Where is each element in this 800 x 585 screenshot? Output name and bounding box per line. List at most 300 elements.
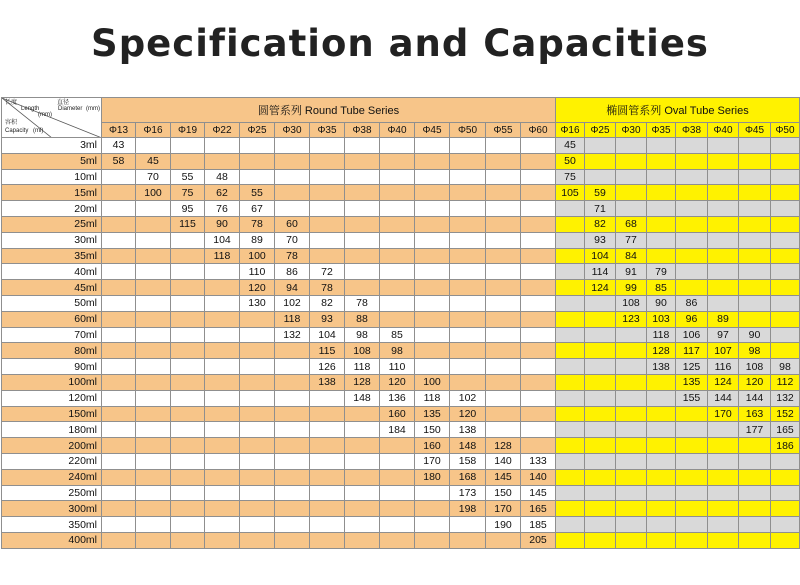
round-length-cell — [275, 138, 310, 154]
round-length-cell — [486, 406, 521, 422]
oval-length-cell — [616, 374, 647, 390]
round-length-cell — [486, 343, 521, 359]
oval-length-cell — [771, 248, 800, 264]
oval-length-cell: 123 — [616, 311, 647, 327]
round-length-cell — [240, 153, 275, 169]
round-length-cell — [240, 469, 275, 485]
oval-length-cell: 124 — [708, 374, 739, 390]
oval-length-cell — [585, 532, 616, 548]
oval-length-cell — [647, 374, 676, 390]
round-length-cell — [380, 201, 415, 217]
capacity-label: 250ml — [2, 485, 102, 501]
round-length-cell — [310, 201, 345, 217]
round-length-cell — [450, 295, 486, 311]
oval-length-cell — [585, 406, 616, 422]
round-length-cell — [310, 422, 345, 438]
round-length-cell — [136, 138, 171, 154]
round-length-cell — [240, 327, 275, 343]
capacity-label: 350ml — [2, 517, 102, 533]
oval-length-cell: 104 — [585, 248, 616, 264]
round-length-cell: 126 — [310, 359, 345, 375]
oval-length-cell: 90 — [739, 327, 771, 343]
oval-length-cell — [708, 169, 739, 185]
round-length-cell — [486, 532, 521, 548]
round-length-cell — [380, 280, 415, 296]
oval-length-cell — [616, 517, 647, 533]
round-length-cell — [171, 232, 205, 248]
round-length-cell — [102, 453, 136, 469]
oval-length-cell — [771, 201, 800, 217]
round-length-cell: 89 — [240, 232, 275, 248]
oval-length-cell — [708, 469, 739, 485]
round-length-cell — [240, 359, 275, 375]
round-length-cell — [205, 374, 240, 390]
oval-length-cell — [708, 453, 739, 469]
oval-length-cell — [771, 501, 800, 517]
round-length-cell — [205, 280, 240, 296]
oval-length-cell — [771, 216, 800, 232]
round-length-cell: 115 — [310, 343, 345, 359]
round-length-cell — [521, 138, 556, 154]
round-length-cell — [345, 501, 380, 517]
capacity-label: 120ml — [2, 390, 102, 406]
round-length-cell: 82 — [310, 295, 345, 311]
oval-length-cell — [708, 532, 739, 548]
oval-length-cell — [556, 422, 585, 438]
round-length-cell: 118 — [205, 248, 240, 264]
round-length-cell — [521, 232, 556, 248]
round-length-cell: 130 — [240, 295, 275, 311]
oval-diameter-header: Φ16 — [556, 123, 585, 138]
round-length-cell — [345, 216, 380, 232]
round-length-cell — [275, 185, 310, 201]
round-length-cell — [521, 185, 556, 201]
round-length-cell — [275, 359, 310, 375]
round-length-cell — [310, 153, 345, 169]
round-length-cell: 148 — [450, 438, 486, 454]
round-length-cell: 160 — [380, 406, 415, 422]
oval-length-cell — [771, 343, 800, 359]
table-row — [2, 390, 800, 406]
oval-length-cell: 82 — [585, 216, 616, 232]
round-length-cell — [345, 517, 380, 533]
oval-length-cell — [771, 153, 800, 169]
round-length-cell — [136, 311, 171, 327]
oval-length-cell — [739, 485, 771, 501]
round-length-cell — [450, 532, 486, 548]
page-title: Specification and Capacities — [91, 22, 709, 65]
round-length-cell: 115 — [171, 216, 205, 232]
round-diameter-header: Φ55 — [486, 123, 521, 138]
oval-length-cell — [647, 532, 676, 548]
round-diameter-header: Φ35 — [310, 123, 345, 138]
round-length-cell — [415, 169, 450, 185]
table-row — [2, 248, 800, 264]
oval-length-cell: 68 — [616, 216, 647, 232]
round-length-cell — [380, 169, 415, 185]
round-length-cell — [345, 185, 380, 201]
oval-length-cell — [676, 138, 708, 154]
oval-length-cell: 106 — [676, 327, 708, 343]
round-length-cell — [345, 438, 380, 454]
round-length-cell — [415, 295, 450, 311]
oval-length-cell: 59 — [585, 185, 616, 201]
oval-length-cell: 90 — [647, 295, 676, 311]
round-length-cell — [171, 153, 205, 169]
round-length-cell: 160 — [415, 438, 450, 454]
round-length-cell — [102, 264, 136, 280]
oval-length-cell: 163 — [739, 406, 771, 422]
round-length-cell — [380, 153, 415, 169]
round-length-cell — [136, 390, 171, 406]
round-length-cell — [205, 469, 240, 485]
oval-length-cell — [585, 453, 616, 469]
oval-length-cell — [647, 406, 676, 422]
oval-length-cell — [556, 311, 585, 327]
round-length-cell — [486, 422, 521, 438]
oval-series-header: 椭圆管系列 Oval Tube Series — [556, 98, 800, 123]
round-length-cell: 100 — [415, 374, 450, 390]
oval-length-cell — [771, 295, 800, 311]
round-length-cell — [415, 359, 450, 375]
round-length-cell: 170 — [415, 453, 450, 469]
oval-length-cell — [585, 422, 616, 438]
oval-length-cell — [556, 453, 585, 469]
round-length-cell — [275, 406, 310, 422]
capacity-label: 150ml — [2, 406, 102, 422]
round-length-cell: 88 — [345, 311, 380, 327]
round-length-cell — [171, 485, 205, 501]
round-diameter-header: Φ30 — [275, 123, 310, 138]
round-length-cell — [345, 138, 380, 154]
round-length-cell — [486, 138, 521, 154]
round-length-cell: 60 — [275, 216, 310, 232]
table-row — [2, 469, 800, 485]
round-length-cell — [521, 422, 556, 438]
round-length-cell: 118 — [415, 390, 450, 406]
round-length-cell — [275, 343, 310, 359]
round-length-cell: 120 — [380, 374, 415, 390]
round-length-cell — [136, 406, 171, 422]
oval-length-cell — [739, 501, 771, 517]
round-length-cell: 62 — [205, 185, 240, 201]
round-length-cell: 128 — [486, 438, 521, 454]
round-length-cell — [240, 374, 275, 390]
oval-length-cell: 96 — [676, 311, 708, 327]
round-length-cell — [415, 311, 450, 327]
round-length-cell — [136, 422, 171, 438]
capacity-label: 3ml — [2, 138, 102, 154]
round-length-cell — [102, 169, 136, 185]
oval-length-cell: 124 — [585, 280, 616, 296]
oval-length-cell — [585, 138, 616, 154]
round-length-cell — [102, 406, 136, 422]
round-length-cell: 145 — [521, 485, 556, 501]
round-length-cell — [171, 138, 205, 154]
table-row — [2, 422, 800, 438]
round-length-cell — [345, 453, 380, 469]
oval-length-cell — [771, 264, 800, 280]
oval-length-cell: 170 — [708, 406, 739, 422]
oval-length-cell — [739, 517, 771, 533]
oval-length-cell — [616, 469, 647, 485]
round-length-cell — [136, 485, 171, 501]
oval-length-cell — [676, 406, 708, 422]
oval-length-cell: 177 — [739, 422, 771, 438]
oval-length-cell — [708, 216, 739, 232]
capacity-label: 5ml — [2, 153, 102, 169]
round-length-cell: 48 — [205, 169, 240, 185]
table-row — [2, 264, 800, 280]
round-length-cell — [240, 532, 275, 548]
oval-length-cell — [556, 406, 585, 422]
round-length-cell — [345, 422, 380, 438]
round-length-cell — [240, 453, 275, 469]
oval-length-cell — [676, 453, 708, 469]
round-length-cell — [380, 216, 415, 232]
round-length-cell: 120 — [240, 280, 275, 296]
round-length-cell — [521, 295, 556, 311]
oval-length-cell — [676, 248, 708, 264]
round-length-cell: 90 — [205, 216, 240, 232]
oval-length-cell — [616, 422, 647, 438]
oval-length-cell — [676, 469, 708, 485]
corner-length-unit: (mm) — [38, 112, 52, 118]
oval-diameter-header: Φ40 — [708, 123, 739, 138]
oval-length-cell — [556, 232, 585, 248]
round-length-cell — [486, 280, 521, 296]
oval-length-cell — [616, 185, 647, 201]
table-row — [2, 343, 800, 359]
oval-length-cell — [708, 438, 739, 454]
series-header-row — [2, 98, 800, 123]
round-length-cell — [345, 232, 380, 248]
table-row — [2, 185, 800, 201]
round-length-cell — [240, 311, 275, 327]
round-diameter-header: Φ13 — [102, 123, 136, 138]
round-length-cell — [205, 453, 240, 469]
oval-length-cell — [556, 469, 585, 485]
round-length-cell — [310, 438, 345, 454]
round-length-cell — [171, 343, 205, 359]
oval-diameter-header: Φ38 — [676, 123, 708, 138]
round-length-cell — [450, 264, 486, 280]
oval-length-cell: 85 — [647, 280, 676, 296]
round-length-cell: 95 — [171, 201, 205, 217]
round-length-cell — [345, 169, 380, 185]
round-length-cell: 150 — [415, 422, 450, 438]
round-length-cell: 98 — [380, 343, 415, 359]
round-length-cell — [136, 532, 171, 548]
table-row — [2, 327, 800, 343]
round-length-cell — [415, 532, 450, 548]
round-length-cell — [171, 438, 205, 454]
oval-length-cell — [647, 469, 676, 485]
oval-length-cell — [556, 532, 585, 548]
oval-length-cell — [585, 295, 616, 311]
round-length-cell — [415, 216, 450, 232]
oval-diameter-header: Φ25 — [585, 123, 616, 138]
round-length-cell — [171, 374, 205, 390]
round-length-cell: 110 — [240, 264, 275, 280]
round-length-cell — [102, 201, 136, 217]
table-row — [2, 359, 800, 375]
round-length-cell: 70 — [136, 169, 171, 185]
oval-length-cell — [676, 422, 708, 438]
oval-length-cell — [647, 201, 676, 217]
round-length-cell: 133 — [521, 453, 556, 469]
oval-length-cell — [739, 453, 771, 469]
table-row — [2, 406, 800, 422]
round-length-cell — [450, 327, 486, 343]
round-length-cell — [136, 517, 171, 533]
round-length-cell: 104 — [310, 327, 345, 343]
round-length-cell: 168 — [450, 469, 486, 485]
capacity-label: 180ml — [2, 422, 102, 438]
oval-length-cell — [739, 295, 771, 311]
round-length-cell — [521, 359, 556, 375]
oval-length-cell — [647, 138, 676, 154]
table-row — [2, 438, 800, 454]
round-length-cell — [171, 248, 205, 264]
round-length-cell — [486, 169, 521, 185]
round-length-cell — [310, 248, 345, 264]
oval-length-cell — [676, 153, 708, 169]
oval-length-cell — [647, 153, 676, 169]
round-length-cell: 140 — [521, 469, 556, 485]
round-length-cell — [380, 264, 415, 280]
round-length-cell — [521, 248, 556, 264]
capacity-label: 70ml — [2, 327, 102, 343]
round-length-cell — [205, 406, 240, 422]
oval-length-cell — [556, 264, 585, 280]
oval-length-cell — [616, 390, 647, 406]
oval-length-cell — [676, 185, 708, 201]
round-length-cell — [136, 280, 171, 296]
oval-length-cell — [585, 374, 616, 390]
oval-length-cell: 77 — [616, 232, 647, 248]
round-length-cell — [345, 406, 380, 422]
round-length-cell — [275, 438, 310, 454]
oval-length-cell — [771, 453, 800, 469]
corner-capacity-cn: 容积 — [5, 120, 18, 126]
round-length-cell — [310, 532, 345, 548]
round-length-cell: 76 — [205, 201, 240, 217]
round-length-cell — [310, 517, 345, 533]
oval-length-cell — [676, 280, 708, 296]
round-length-cell — [240, 485, 275, 501]
corner-capacity-unit: (ml) — [33, 128, 44, 134]
oval-length-cell — [556, 216, 585, 232]
table-row — [2, 232, 800, 248]
round-length-cell — [486, 311, 521, 327]
oval-length-cell — [556, 280, 585, 296]
round-length-cell — [521, 374, 556, 390]
round-length-cell: 148 — [345, 390, 380, 406]
oval-length-cell: 98 — [739, 343, 771, 359]
capacity-label: 90ml — [2, 359, 102, 375]
round-length-cell — [205, 343, 240, 359]
round-length-cell — [275, 532, 310, 548]
round-length-cell — [102, 422, 136, 438]
round-length-cell: 94 — [275, 280, 310, 296]
round-length-cell: 78 — [240, 216, 275, 232]
round-length-cell — [240, 390, 275, 406]
oval-length-cell: 155 — [676, 390, 708, 406]
round-length-cell — [171, 327, 205, 343]
oval-length-cell — [585, 501, 616, 517]
round-length-cell — [345, 485, 380, 501]
round-length-cell — [450, 280, 486, 296]
round-length-cell — [521, 216, 556, 232]
round-length-cell: 198 — [450, 501, 486, 517]
oval-length-cell — [647, 517, 676, 533]
round-length-cell: 100 — [240, 248, 275, 264]
oval-length-cell — [647, 185, 676, 201]
oval-length-cell — [647, 422, 676, 438]
oval-length-cell — [771, 232, 800, 248]
table-row — [2, 216, 800, 232]
round-length-cell: 120 — [450, 406, 486, 422]
oval-length-cell — [647, 485, 676, 501]
round-length-cell: 102 — [450, 390, 486, 406]
round-length-cell — [380, 248, 415, 264]
oval-length-cell — [556, 359, 585, 375]
oval-length-cell — [556, 438, 585, 454]
round-length-cell — [415, 280, 450, 296]
round-length-cell: 108 — [345, 343, 380, 359]
table-corner-header — [2, 98, 102, 138]
round-length-cell — [415, 248, 450, 264]
round-length-cell: 135 — [415, 406, 450, 422]
oval-length-cell: 186 — [771, 438, 800, 454]
oval-diameter-header: Φ35 — [647, 123, 676, 138]
round-length-cell — [205, 390, 240, 406]
round-length-cell — [275, 169, 310, 185]
oval-length-cell — [647, 216, 676, 232]
round-length-cell — [310, 390, 345, 406]
round-length-cell — [486, 201, 521, 217]
oval-length-cell — [556, 248, 585, 264]
round-length-cell — [102, 248, 136, 264]
round-length-cell — [486, 264, 521, 280]
round-length-cell: 158 — [450, 453, 486, 469]
round-diameter-header: Φ16 — [136, 123, 171, 138]
round-length-cell: 150 — [486, 485, 521, 501]
round-length-cell — [380, 185, 415, 201]
oval-length-cell — [739, 469, 771, 485]
oval-length-cell — [585, 469, 616, 485]
diameter-header-row — [2, 123, 800, 138]
round-length-cell — [345, 280, 380, 296]
table-row — [2, 201, 800, 217]
oval-length-cell — [676, 169, 708, 185]
round-length-cell: 98 — [345, 327, 380, 343]
oval-length-cell — [556, 390, 585, 406]
oval-length-cell — [739, 232, 771, 248]
oval-length-cell — [647, 438, 676, 454]
round-length-cell — [205, 327, 240, 343]
table-row — [2, 311, 800, 327]
round-length-cell — [205, 532, 240, 548]
round-length-cell — [521, 264, 556, 280]
oval-length-cell — [647, 232, 676, 248]
oval-length-cell: 108 — [739, 359, 771, 375]
round-length-cell — [171, 469, 205, 485]
round-length-cell: 85 — [380, 327, 415, 343]
oval-length-cell — [616, 169, 647, 185]
round-length-cell — [240, 422, 275, 438]
